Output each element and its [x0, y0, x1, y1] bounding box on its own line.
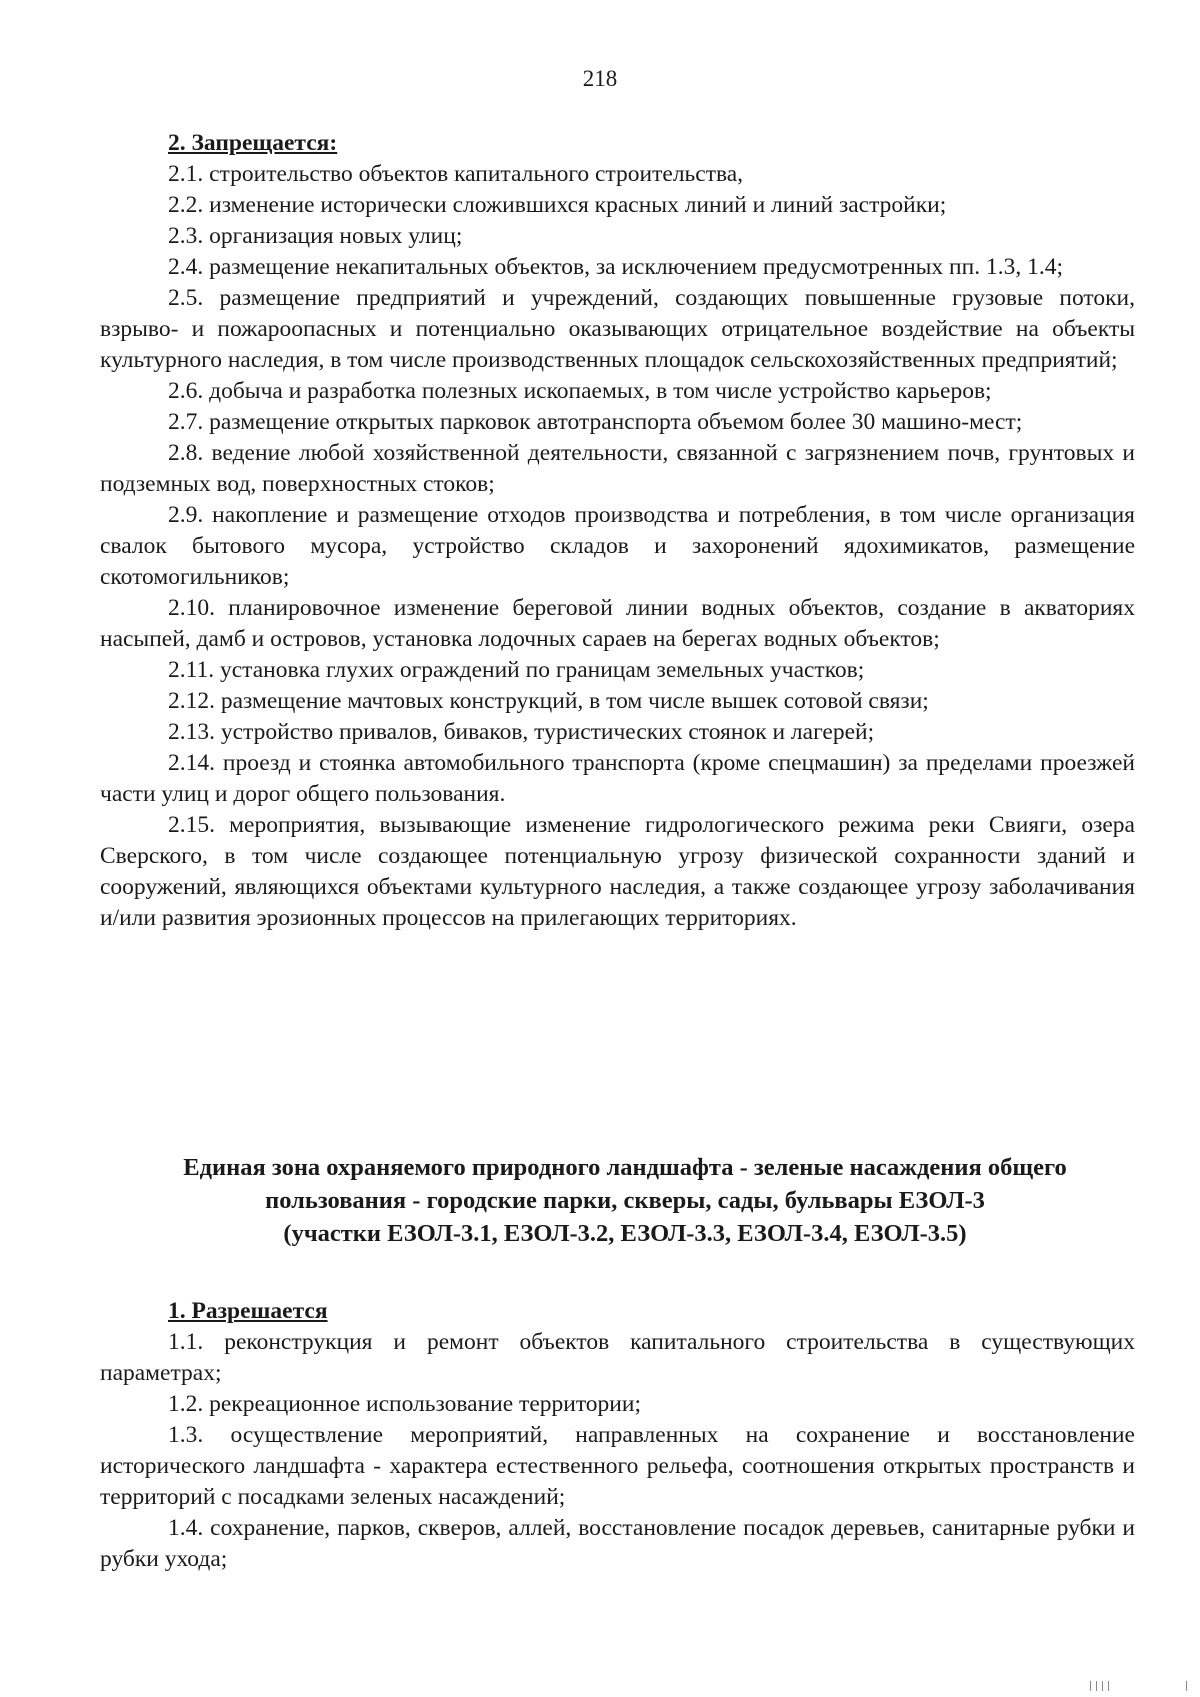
scan-artifact [1096, 1681, 1097, 1691]
list-item: 2.14. проезд и стоянка автомобильного транспорта (кроме спецмашин) за пределами проезжей части улиц и дорог общего пользования. [100, 750, 1135, 807]
section-prohibited [100, 128, 1135, 934]
page-number: 218 [582, 66, 618, 91]
list-item: 2.13. устройство привалов, биваков, туристических стоянок и лагерей; [168, 719, 875, 745]
section-heading-prohibited: 2. Запрещается: [168, 130, 338, 156]
list-item: 1.4. сохранение, парков, скверов, аллей, восстановление посадок деревьев, санитарные рубки и рубки ухода; [100, 1515, 1135, 1572]
zone-title-line: пользования - городские парки, скверы, сады, бульвары ЕЗОЛ-3 [265, 1187, 985, 1214]
list-item: 2.8. ведение любой хозяйственной деятельности, связанной с загрязнением почв, грунтовых и подземных вод, поверхностных стоков; [100, 440, 1135, 497]
list-item: 2.11. установка глухих ограждений по границам земельных участков; [168, 657, 865, 683]
zone-title [110, 1151, 1140, 1250]
list-item: 2.3. организация новых улиц; [168, 223, 463, 249]
list-item: 2.6. добыча и разработка полезных ископаемых, в том числе устройство карьеров; [168, 378, 992, 404]
list-item: 2.10. планировочное изменение береговой линии водных объектов, создание в акваториях насыпей, дамб и островов, установка лодочных сараев на берегах водных объектов; [100, 595, 1135, 652]
list-item: 2.2. изменение исторически сложившихся красных линий и линий застройки; [168, 192, 947, 218]
list-item: 2.12. размещение мачтовых конструкций, в том числе вышек сотовой связи; [168, 688, 929, 714]
scan-artifact [1102, 1681, 1103, 1691]
zone-title-line: (участки ЕЗОЛ-3.1, ЕЗОЛ-3.2, ЕЗОЛ-3.3, ЕЗОЛ-3.4, ЕЗОЛ-3.5) [283, 1220, 967, 1247]
list-item: 2.15. мероприятия, вызывающие изменение гидрологического режима реки Свияги, озера Сверского, в том числе создающее потенциальную угрозу физической сохранности зданий и сооружений, являющихся объектами культурного наследия, а также создающее угрозу заболачивания и/или развития эрозионных процессов на прилегающих территориях. [100, 812, 1135, 931]
section-allowed [100, 1296, 1135, 1575]
scan-artifact [1186, 1681, 1187, 1691]
list-item: 2.5. размещение предприятий и учреждений, создающих повышенные грузовые потоки, взрыво- и пожароопасных и потенциально оказывающих отрицательное воздействие на объекты культурного наследия, в том числе производственных площадок сельскохозяйственных предприятий; [100, 285, 1135, 373]
zone-title-line: Единая зона охраняемого природного ландшафта - зеленые насаждения общего [183, 1154, 1067, 1181]
list-item: 1.1. реконструкция и ремонт объектов капитального строительства в существующих параметрах; [100, 1329, 1135, 1386]
scan-artifact [1090, 1681, 1091, 1691]
scan-artifact [1108, 1681, 1109, 1691]
list-item: 2.7. размещение открытых парковок автотранспорта объемом более 30 машино-мест; [168, 409, 1023, 435]
list-item: 2.9. накопление и размещение отходов производства и потребления, в том числе организация свалок бытового мусора, устройство складов и захоронений ядохимикатов, размещение скотомогильников; [100, 502, 1135, 590]
list-item: 2.1. строительство объектов капитального строительства, [168, 161, 744, 187]
list-item: 2.4. размещение некапитальных объектов, за исключением предусмотренных пп. 1.3, 1.4; [168, 254, 1063, 280]
list-item: 1.3. осуществление мероприятий, направленных на сохранение и восстановление исторического ландшафта - характера естественного рельефа, соотношения открытых пространств и территорий с посадками зеленых насаждений; [100, 1422, 1135, 1510]
list-item: 1.2. рекреационное использование территории; [168, 1391, 641, 1417]
section-heading-allowed: 1. Разрешается [168, 1298, 328, 1324]
